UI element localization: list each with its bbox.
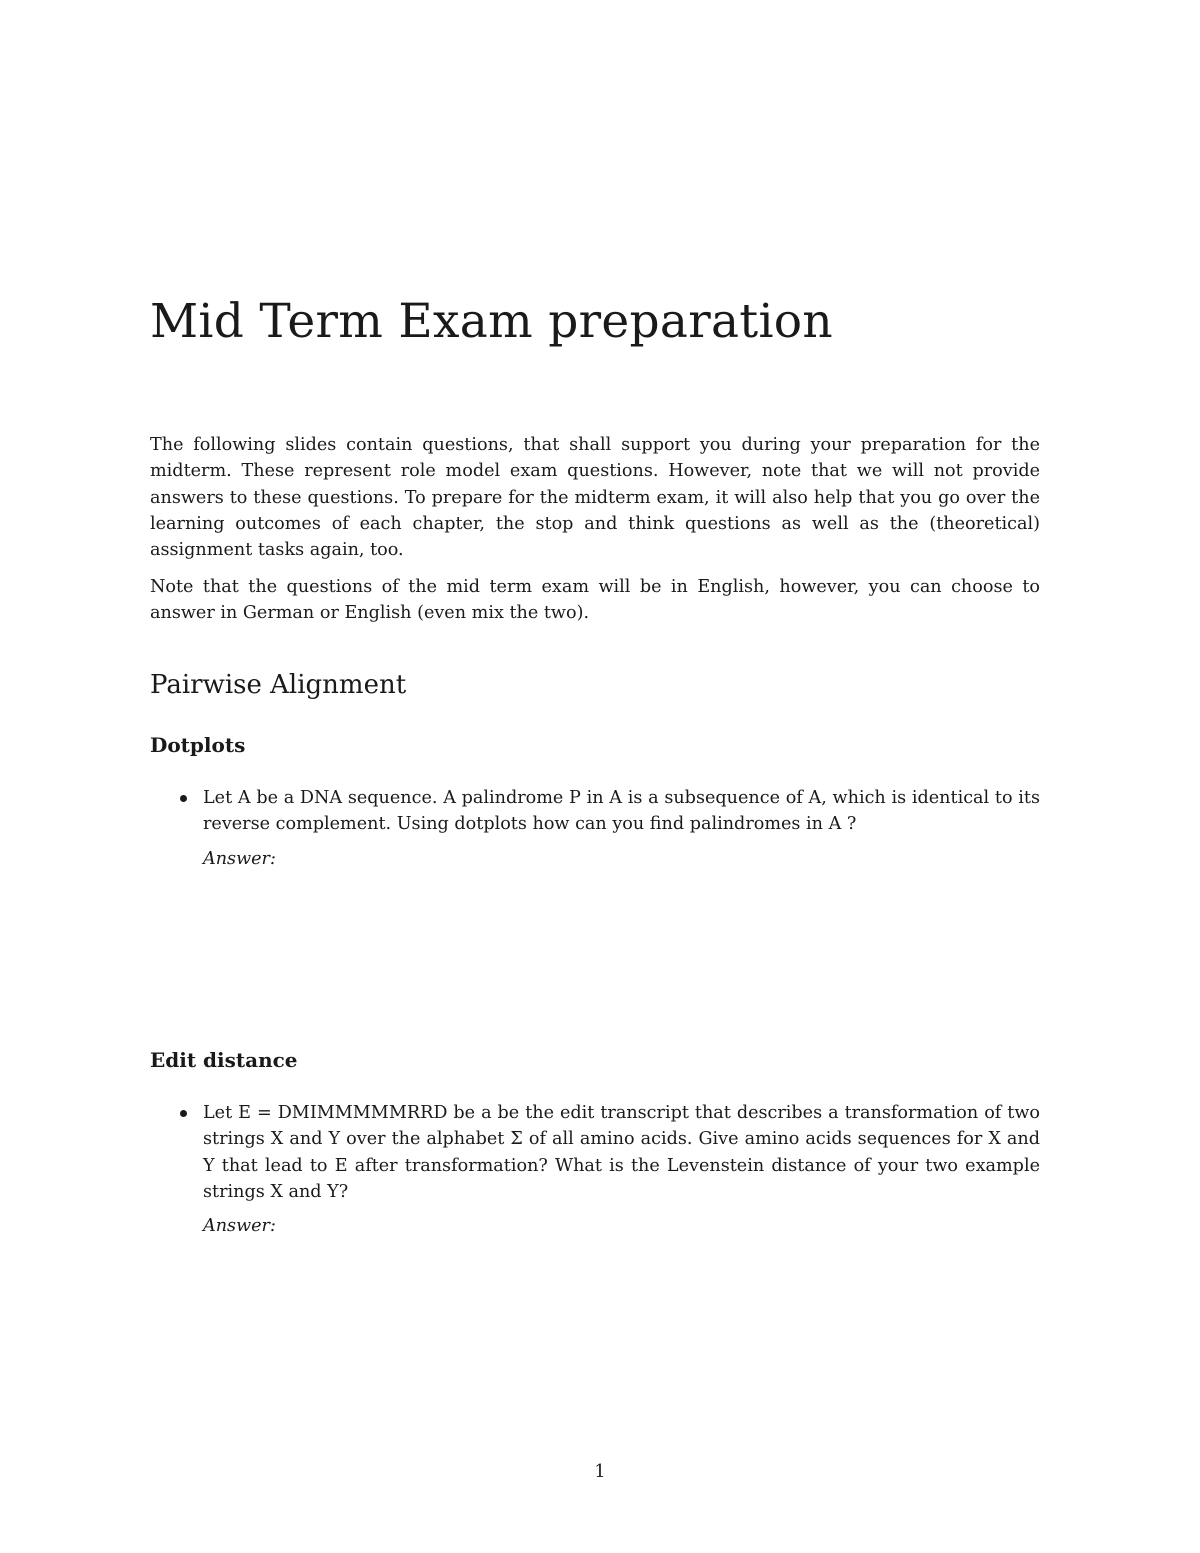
dotplots-question: Let A be a DNA sequence. A palindrome P in A is a subsequence of A, which is identical to its reverse complement. Using dotplots how can you find palindromes in A ? bbox=[203, 788, 1040, 835]
dotplots-question-list bbox=[150, 785, 1040, 872]
bullet-icon bbox=[180, 1110, 187, 1117]
page-number: 1 bbox=[594, 1462, 606, 1482]
list-item bbox=[150, 1100, 1040, 1239]
intro-paragraph-1: The following slides contain questions, that shall support you during your preparation for the midterm. These represent role model exam questions. However, note that we will not provide answers to these questions. To prepare for the midterm exam, it will also help that you go over the learning outcomes of each chapter, the stop and think questions as well as the (theoretical) assignment tasks again, too. bbox=[150, 435, 1040, 561]
intro-paragraph-2: Note that the questions of the mid term exam will be in English, however, you can choose to answer in German or English (even mix the two). bbox=[150, 577, 1040, 624]
bullet-icon bbox=[180, 795, 187, 802]
section-heading-pairwise-alignment: Pairwise Alignment bbox=[150, 670, 407, 700]
document-title: Mid Term Exam preparation bbox=[150, 294, 833, 349]
edit-distance-question-list bbox=[150, 1100, 1040, 1239]
subsection-heading-edit-distance: Edit distance bbox=[150, 1048, 298, 1072]
edit-distance-question: Let E = DMIMMMMMRRD be a be the edit transcript that describes a transformation of two strings X and Y over the alphabet Σ of all amino acids. Give amino acids sequences for X and Y that lead to E after transformation? What is the Levenstein distance of your two example strings X and Y? bbox=[203, 1103, 1040, 1202]
dotplots-answer-label: Answer: bbox=[203, 848, 276, 869]
subsection-heading-dotplots: Dotplots bbox=[150, 733, 246, 757]
edit-distance-answer-label: Answer: bbox=[203, 1216, 276, 1237]
list-item bbox=[150, 785, 1040, 872]
